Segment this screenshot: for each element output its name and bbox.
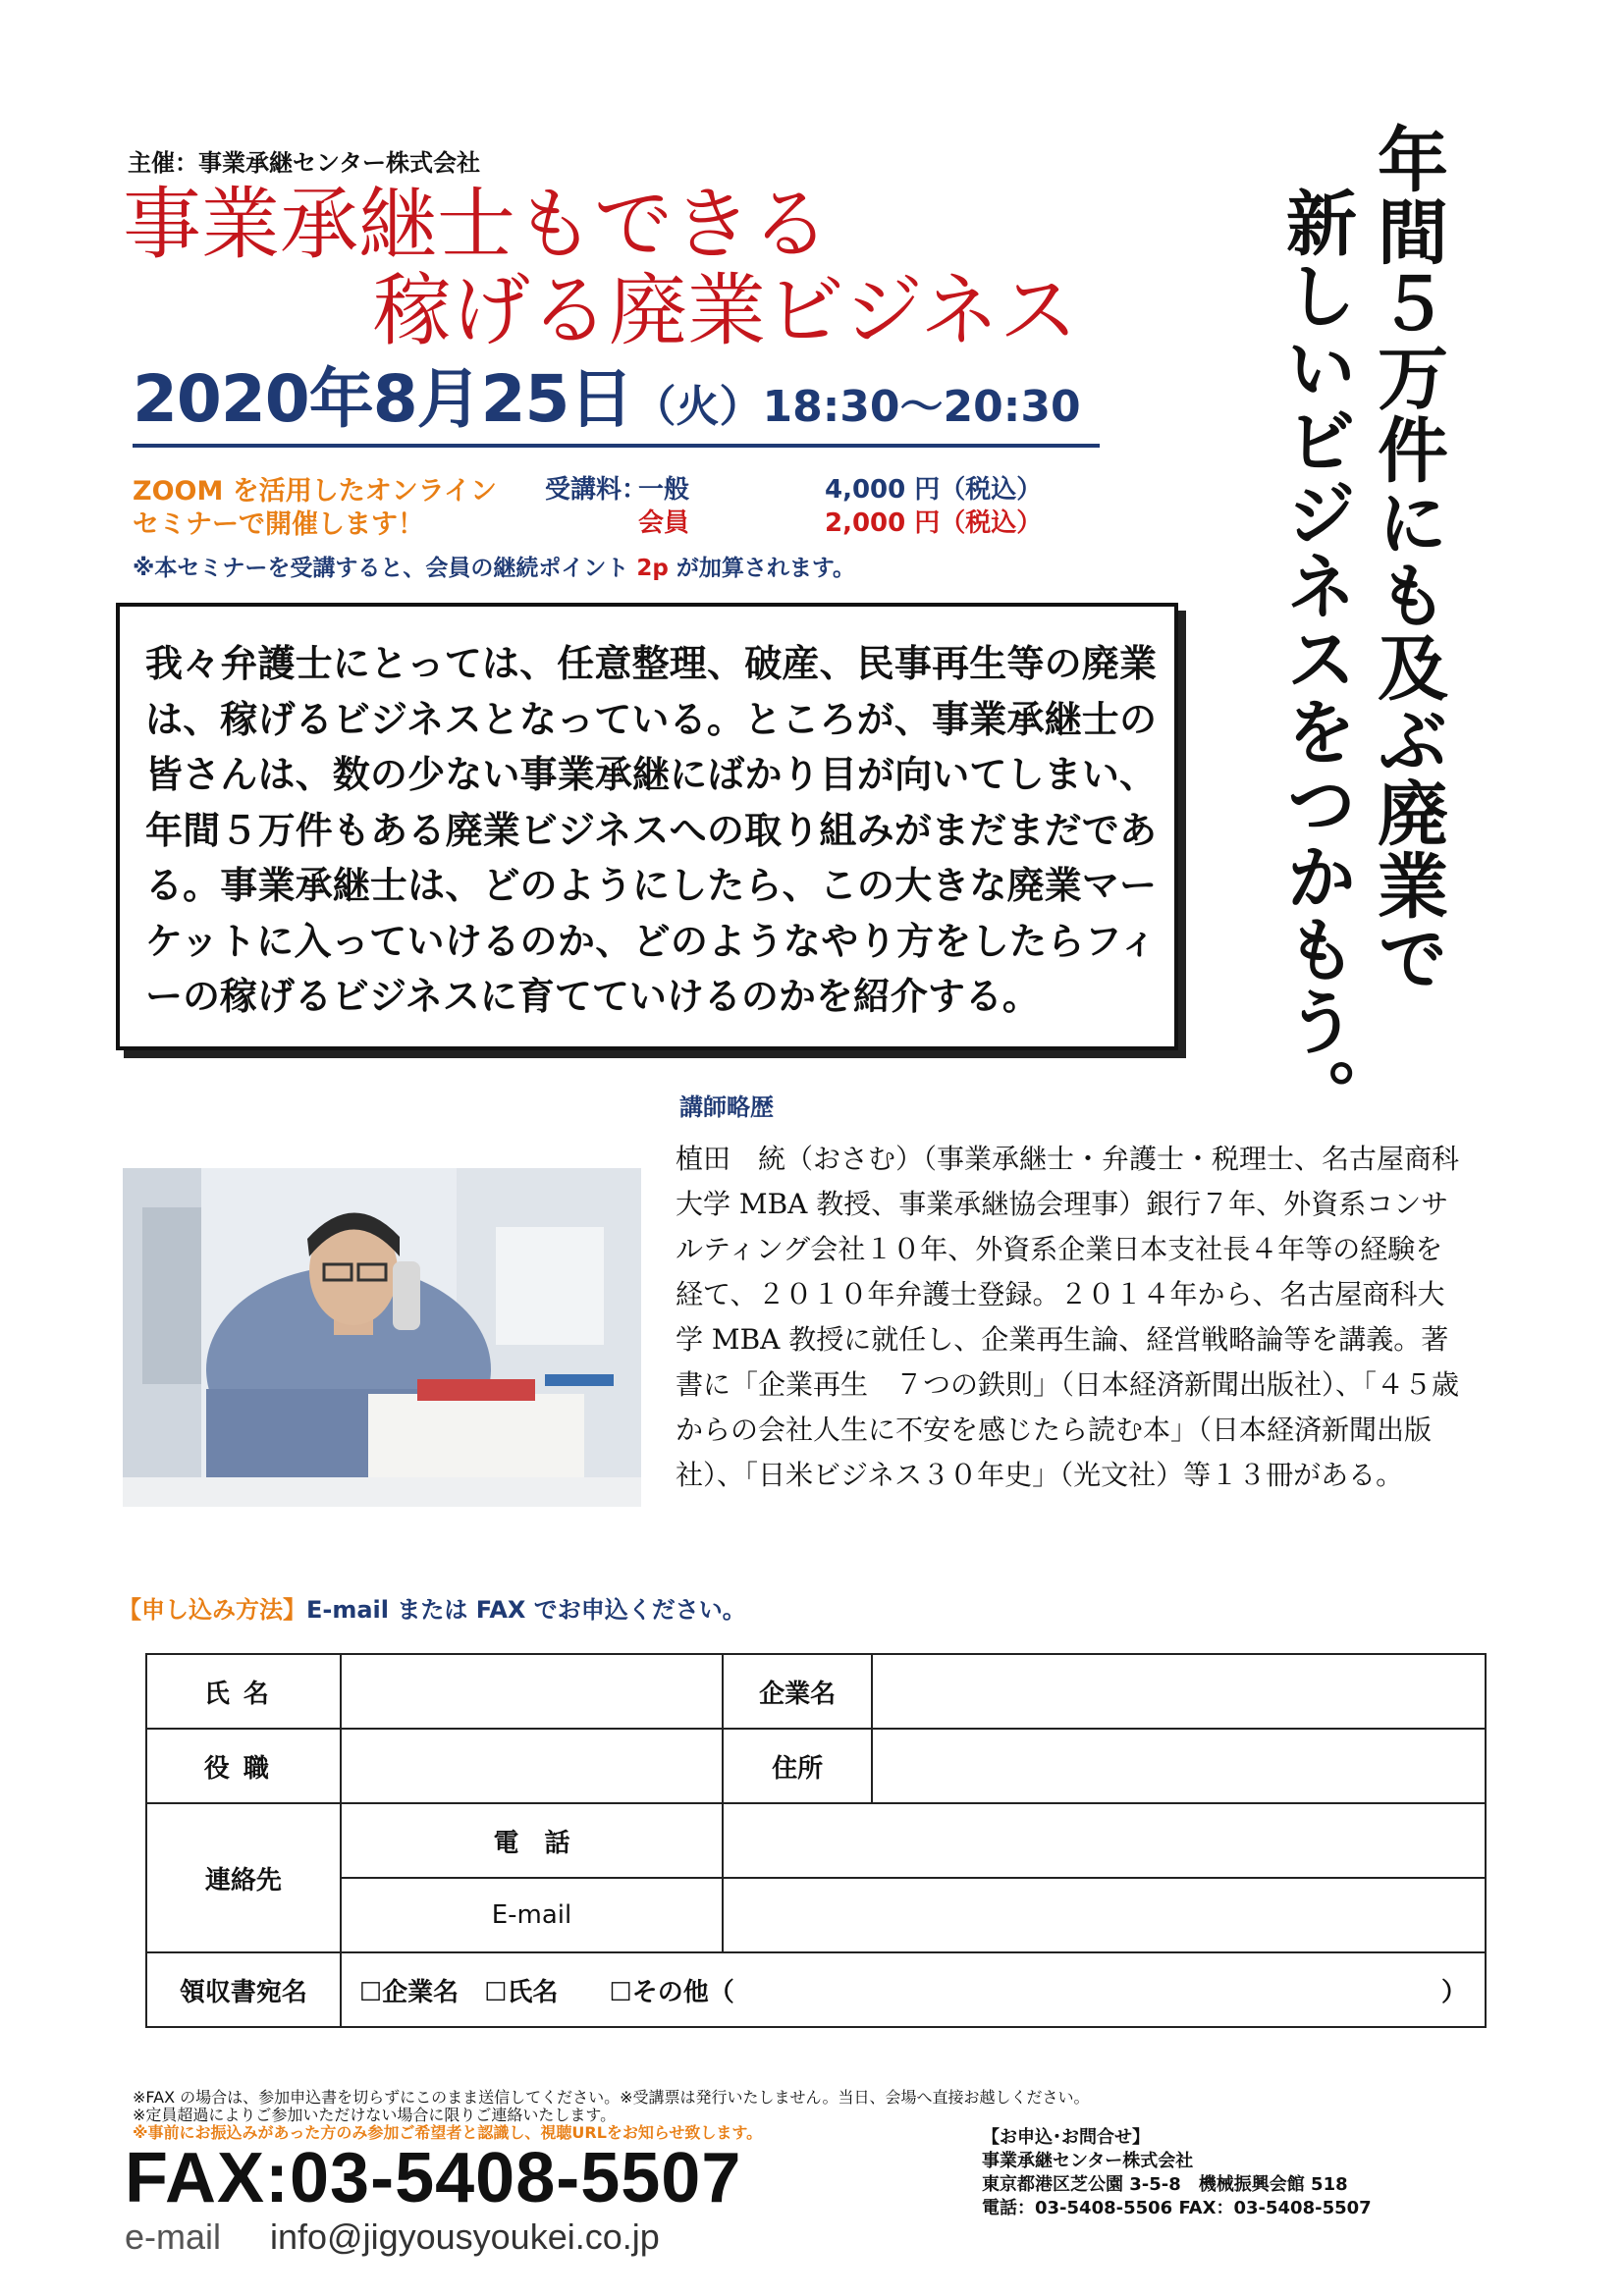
contact-company: 事業承継センター株式会社: [982, 2151, 1194, 2171]
company-label: 企業名: [723, 1654, 872, 1729]
online-note-2: セミナーで開催します！: [133, 509, 424, 540]
lecturer-photo: [123, 1168, 641, 1507]
fee-general-label: 一般: [638, 475, 690, 505]
application-form: [145, 1653, 1487, 2028]
contact-heading: 【お申込･お問合せ】: [982, 2127, 1150, 2148]
name-label: 氏名: [146, 1654, 341, 1729]
contact-address: 東京都港区芝公園 3-5-8 機械振興会館 518: [982, 2174, 1348, 2195]
form-row-position: [146, 1729, 1486, 1803]
form-row-receipt: [146, 1952, 1486, 2027]
email-label: E-mail: [341, 1878, 723, 1952]
points-value: 2p: [636, 556, 669, 581]
receipt-options[interactable]: ☐企業名 ☐氏名 ☐その他（ ）: [341, 1952, 1486, 2027]
event-time: 18:30～20:30: [762, 382, 1081, 432]
title-line-2: 稼げる廃業ビジネス: [373, 265, 1078, 356]
fee-general-price: 4,000 円（税込）: [825, 475, 1043, 505]
date-main: 2020年8月25日: [133, 361, 633, 437]
lecturer-heading: 講師略歴: [679, 1094, 774, 1121]
fee-label: 受講料：: [545, 475, 648, 505]
vertical-catch-col1: 年間５万件にも及ぶ廃業で: [1366, 123, 1448, 994]
vertical-catch-col2: 新しいビジネスをつかもう。: [1274, 187, 1357, 1131]
company-field[interactable]: [872, 1654, 1486, 1729]
footnote-1: ※FAX の場合は、参加申込書を切らずにこのまま送信してください。※受講票は発行いたしません。当日、会場へ直接お越しください。: [133, 2088, 1090, 2107]
contact-label: 連絡先: [146, 1803, 341, 1952]
organizer-label: 主催：事業承継センター株式会社: [128, 149, 481, 177]
email-line-label: e-mail: [125, 2216, 222, 2257]
fee-member-price: 2,000 円（税込）: [825, 508, 1043, 538]
address-field[interactable]: [872, 1729, 1486, 1803]
date-day: （火）: [632, 382, 763, 432]
event-date: [133, 361, 1081, 451]
lecturer-bio: 植田 統（おさむ）（事業承継士・弁護士・税理士、名古屋商科大学 MBA 教授、事業承継協会理事）銀行７年、外資系コンサルティング会社１０年、外資系企業日本支社長４年等の経験を経て、２０１０年弁護士登録。２０１４年から、名古屋商科大学 MBA 教授に就任し、企業再生論、経営戦略論等を講義。著書に「企業再生 ７つの鉄則」（日本経済新聞出版社）、「４５歳からの会社人生に不安を感じたら読む本」（日本経済新聞出版社）、「日米ビジネス３０年史」（光文社）等１３冊がある。: [676, 1143, 1460, 1491]
name-field[interactable]: [341, 1654, 723, 1729]
online-note-1: ZOOM を活用したオンライン: [133, 476, 497, 507]
position-label: 役職: [146, 1729, 341, 1803]
footnote-3: ※事前にお振込みがあった方のみ参加ご希望者と認識し、視聴URLをお知らせ致します。: [133, 2123, 763, 2142]
form-row-email: [146, 1878, 1486, 1952]
receipt-label: 領収書宛名: [146, 1952, 341, 2027]
email-address[interactable]: info@jigyousyoukei.co.jp: [270, 2216, 660, 2257]
position-field[interactable]: [341, 1729, 723, 1803]
address-label: 住所: [723, 1729, 872, 1803]
contact-block: [982, 2126, 1372, 2220]
title-line-1: 事業承継士もできる: [123, 179, 830, 270]
form-row-name: [146, 1654, 1486, 1729]
phone-field[interactable]: [723, 1803, 1486, 1878]
date-underline: [133, 444, 1100, 448]
email-line: [125, 2216, 660, 2258]
form-row-phone: [146, 1803, 1486, 1878]
description-text: 我々弁護士にとっては、任意整理、破産、民事再生等の廃業は、稼げるビジネスとなっている。ところが、事業承継士の皆さんは、数の少ない事業承継にばかり目が向いてしまい、年間５万件もある廃業ビジネスへの取り組みがまだまだである。事業承継士は、どのようにしたら、この大きな廃業マーケットに入っていけるのか、どのようなやり方をしたらフィーの稼げるビジネスに育てていけるのかを紹介する。: [145, 642, 1157, 1018]
fax-number: FAX:03-5408-5507: [125, 2139, 742, 2217]
fee-member-label: 会員: [638, 508, 690, 538]
contact-phones: 電話：03-5408-5506 FAX：03-5408-5507: [982, 2198, 1372, 2218]
apply-method: 【申し込み方法】E-mail または FAX でお申込ください。: [118, 1596, 746, 1624]
points-note: ※本セミナーを受講すると、会員の継続ポイント 2p が加算されます。: [133, 556, 856, 581]
description-box: [116, 603, 1178, 1050]
email-field[interactable]: [723, 1878, 1486, 1952]
phone-label: 電 話: [341, 1803, 723, 1878]
footnote-2: ※定員超過によりご参加いただけない場合に限りご連絡いたします。: [133, 2106, 617, 2124]
